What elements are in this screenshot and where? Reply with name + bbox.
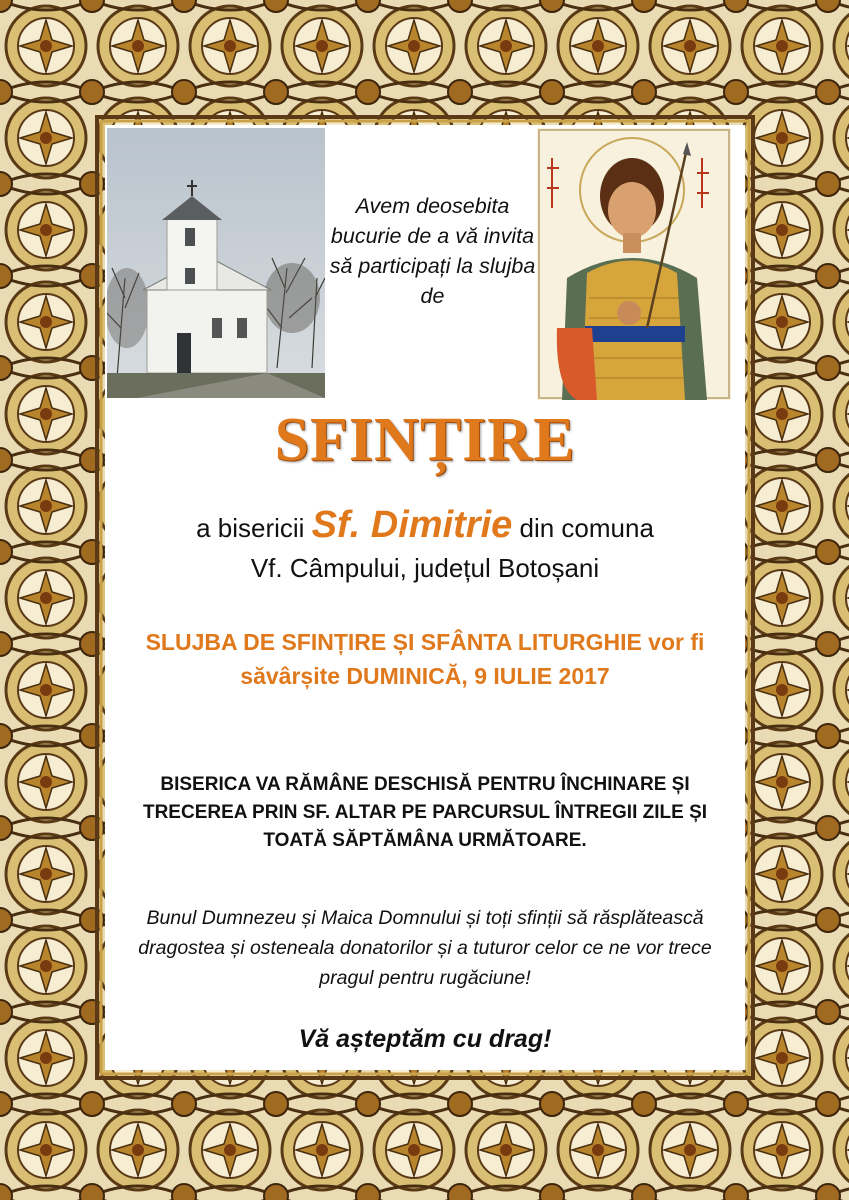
church-line-prefix: a bisericii: [196, 513, 305, 543]
location-line: Vf. Câmpului, județul Botoșani: [250, 553, 600, 583]
open-church-note: BISERICA VA RĂMÂNE DESCHISĂ PENTRU ÎNCHINARE ȘI TRECEREA PRIN SF. ALTAR PE PARCURSUL ÎNTREGII ZILE ȘI TOATĂ SĂPTĂMÂNA URMĂTOARE.: [142, 774, 708, 851]
invitation-intro: Avem deosebita bucurie de a vă invita să participați la slujba de: [329, 194, 536, 308]
closing-text: Vă așteptăm cu drag!: [298, 1025, 552, 1053]
saint-icon-image: [537, 128, 731, 400]
church-line-suffix: din comuna: [519, 513, 654, 543]
page-title: SFINȚIRE: [274, 406, 576, 474]
content-panel: [105, 125, 745, 1070]
church-photo: [107, 128, 325, 398]
service-note: SLUJBA DE SFINȚIRE ȘI SFÂNTA LITURGHIE vor fi săvârșite DUMINICĂ, 9 IULIE 2017: [145, 629, 705, 689]
blessing-text: Bunul Dumnezeu și Maica Domnului și toți sfinții să răsplătească dragostea și osteneala donatorilor și a tuturor celor ce ne vor trece pragul pentru rugăciune!: [138, 907, 712, 989]
church-line: [105, 505, 745, 548]
saint-name: Sf. Dimitrie: [311, 504, 513, 546]
